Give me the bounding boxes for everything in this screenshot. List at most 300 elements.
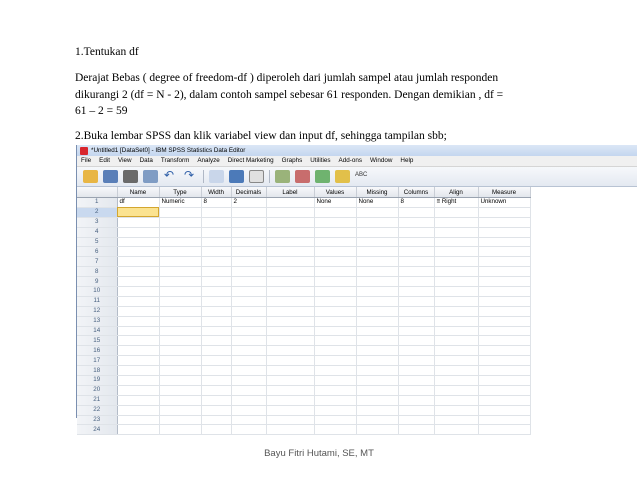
grid-cell[interactable]: [266, 198, 314, 208]
column-header-missing[interactable]: Missing: [356, 187, 398, 198]
grid-cell[interactable]: [231, 346, 266, 356]
grid-cell[interactable]: [398, 267, 434, 277]
grid-cell[interactable]: [478, 356, 530, 366]
save-icon[interactable]: [103, 170, 118, 183]
grid-cell[interactable]: [201, 415, 231, 425]
grid-cell[interactable]: [117, 277, 159, 287]
grid-cell[interactable]: [356, 415, 398, 425]
grid-cell[interactable]: [159, 366, 201, 376]
grid-cell[interactable]: [201, 385, 231, 395]
grid-cell[interactable]: [356, 376, 398, 386]
grid-cell[interactable]: [266, 425, 314, 435]
grid-cell[interactable]: [231, 227, 266, 237]
menu-transform[interactable]: Transform: [160, 157, 190, 164]
grid-cell[interactable]: [434, 296, 478, 306]
grid-cell[interactable]: [117, 366, 159, 376]
grid-cell[interactable]: [434, 346, 478, 356]
column-header-label[interactable]: Label: [266, 187, 314, 198]
grid-cell[interactable]: [398, 385, 434, 395]
grid-cell[interactable]: [356, 395, 398, 405]
grid-cell[interactable]: [117, 356, 159, 366]
row-number[interactable]: 13: [77, 316, 117, 326]
grid-cell[interactable]: [201, 207, 231, 217]
grid-cell[interactable]: [159, 257, 201, 267]
row-number[interactable]: 6: [77, 247, 117, 257]
grid-cell[interactable]: [356, 336, 398, 346]
grid-cell[interactable]: [117, 336, 159, 346]
grid-cell[interactable]: [201, 296, 231, 306]
row-number[interactable]: 21: [77, 395, 117, 405]
menu-graphs[interactable]: Graphs: [281, 157, 303, 164]
grid-cell[interactable]: [231, 395, 266, 405]
grid-cell[interactable]: [314, 267, 356, 277]
row-number[interactable]: 14: [77, 326, 117, 336]
row-number[interactable]: 8: [77, 267, 117, 277]
grid-cell[interactable]: [201, 326, 231, 336]
dialog-recall-icon[interactable]: [143, 170, 158, 183]
grid-cell[interactable]: [201, 287, 231, 297]
grid-cell[interactable]: [231, 207, 266, 217]
grid-cell[interactable]: [478, 385, 530, 395]
grid-cell[interactable]: 2: [231, 198, 266, 208]
menu-add-ons[interactable]: Add-ons: [338, 157, 363, 164]
grid-cell[interactable]: [266, 336, 314, 346]
grid-cell[interactable]: [398, 395, 434, 405]
grid-cell[interactable]: [231, 316, 266, 326]
grid-cell[interactable]: [266, 356, 314, 366]
grid-cell[interactable]: [434, 306, 478, 316]
grid-cell[interactable]: ≡ Right: [434, 198, 478, 208]
grid-cell[interactable]: [159, 296, 201, 306]
grid-cell[interactable]: None: [314, 198, 356, 208]
column-header-align[interactable]: Align: [434, 187, 478, 198]
grid-cell[interactable]: [356, 346, 398, 356]
grid-cell[interactable]: [201, 227, 231, 237]
grid-cell[interactable]: [398, 217, 434, 227]
grid-cell[interactable]: [159, 227, 201, 237]
grid-cell[interactable]: [231, 287, 266, 297]
grid-cell[interactable]: [478, 247, 530, 257]
grid-cell[interactable]: [201, 267, 231, 277]
grid-cell[interactable]: 8: [398, 198, 434, 208]
row-number[interactable]: 10: [77, 287, 117, 297]
grid-cell[interactable]: [159, 287, 201, 297]
row-number[interactable]: 22: [77, 405, 117, 415]
grid-cell[interactable]: [266, 237, 314, 247]
grid-cell[interactable]: [314, 395, 356, 405]
grid-cell[interactable]: [159, 277, 201, 287]
grid-cell[interactable]: [398, 366, 434, 376]
column-header-decimals[interactable]: Decimals: [231, 187, 266, 198]
grid-cell[interactable]: [356, 237, 398, 247]
open-folder-icon[interactable]: [83, 170, 98, 183]
grid-cell[interactable]: [356, 217, 398, 227]
grid-cell[interactable]: [231, 356, 266, 366]
grid-cell[interactable]: [356, 227, 398, 237]
spell-check-icon[interactable]: [355, 170, 370, 183]
row-number[interactable]: 11: [77, 296, 117, 306]
grid-cell[interactable]: [398, 247, 434, 257]
grid-cell[interactable]: [231, 385, 266, 395]
row-number[interactable]: 1: [77, 198, 117, 208]
grid-cell[interactable]: [159, 247, 201, 257]
grid-cell[interactable]: [231, 326, 266, 336]
grid-cell[interactable]: [478, 257, 530, 267]
grid-cell[interactable]: [266, 207, 314, 217]
grid-cell[interactable]: [159, 346, 201, 356]
grid-cell[interactable]: [201, 376, 231, 386]
grid-cell[interactable]: [314, 346, 356, 356]
grid-cell[interactable]: [314, 316, 356, 326]
grid-cell[interactable]: [478, 326, 530, 336]
grid-cell[interactable]: [159, 356, 201, 366]
grid-cell[interactable]: [356, 356, 398, 366]
row-number[interactable]: 4: [77, 227, 117, 237]
grid-cell[interactable]: [434, 257, 478, 267]
grid-cell[interactable]: [266, 385, 314, 395]
grid-cell[interactable]: [159, 237, 201, 247]
grid-cell[interactable]: [201, 247, 231, 257]
menu-view[interactable]: View: [118, 157, 132, 164]
grid-cell[interactable]: [314, 207, 356, 217]
grid-cell[interactable]: [117, 217, 159, 227]
menu-utilities[interactable]: Utilities: [310, 157, 331, 164]
grid-cell[interactable]: [478, 376, 530, 386]
grid-cell[interactable]: [201, 217, 231, 227]
grid-cell[interactable]: [201, 257, 231, 267]
grid-cell[interactable]: [159, 326, 201, 336]
grid-cell[interactable]: [117, 237, 159, 247]
column-header-name[interactable]: Name: [117, 187, 159, 198]
grid-cell[interactable]: [434, 277, 478, 287]
menu-edit[interactable]: Edit: [99, 157, 111, 164]
grid-cell[interactable]: [159, 336, 201, 346]
grid-cell[interactable]: df: [117, 198, 159, 208]
grid-cell[interactable]: [266, 247, 314, 257]
grid-cell[interactable]: [266, 296, 314, 306]
grid-cell[interactable]: [398, 336, 434, 346]
grid-cell[interactable]: [434, 217, 478, 227]
row-number[interactable]: 15: [77, 336, 117, 346]
grid-cell[interactable]: [314, 237, 356, 247]
grid-cell[interactable]: [201, 356, 231, 366]
grid-cell[interactable]: [314, 405, 356, 415]
menu-analyze[interactable]: Analyze: [197, 157, 220, 164]
grid-cell[interactable]: [356, 405, 398, 415]
grid-cell[interactable]: [356, 316, 398, 326]
grid-cell[interactable]: [356, 277, 398, 287]
grid-cell[interactable]: [434, 336, 478, 346]
grid-cell[interactable]: [434, 425, 478, 435]
menu-data[interactable]: Data: [139, 157, 153, 164]
variables-icon[interactable]: [229, 170, 244, 183]
grid-cell[interactable]: Numeric: [159, 198, 201, 208]
grid-cell[interactable]: [398, 287, 434, 297]
grid-cell[interactable]: [201, 346, 231, 356]
grid-cell[interactable]: [398, 207, 434, 217]
grid-cell[interactable]: [398, 257, 434, 267]
grid-cell[interactable]: [117, 395, 159, 405]
grid-cell[interactable]: [478, 287, 530, 297]
column-header-values[interactable]: Values: [314, 187, 356, 198]
grid-cell[interactable]: [478, 237, 530, 247]
grid-cell[interactable]: [398, 306, 434, 316]
grid-cell[interactable]: [231, 366, 266, 376]
grid-cell[interactable]: [434, 366, 478, 376]
print-icon[interactable]: [123, 170, 138, 183]
grid-cell[interactable]: [478, 306, 530, 316]
row-number[interactable]: 17: [77, 356, 117, 366]
grid-cell[interactable]: [478, 346, 530, 356]
grid-cell[interactable]: [159, 316, 201, 326]
undo-icon[interactable]: [163, 170, 178, 183]
grid-cell[interactable]: [434, 207, 478, 217]
grid-cell[interactable]: [434, 415, 478, 425]
grid-cell[interactable]: [314, 415, 356, 425]
grid-cell[interactable]: [356, 326, 398, 336]
row-number[interactable]: 20: [77, 385, 117, 395]
grid-cell[interactable]: [266, 326, 314, 336]
column-header-width[interactable]: Width: [201, 187, 231, 198]
grid-cell[interactable]: [314, 217, 356, 227]
grid-cell[interactable]: [117, 326, 159, 336]
select-cases-icon[interactable]: [315, 170, 330, 183]
grid-cell[interactable]: [314, 326, 356, 336]
row-number[interactable]: 7: [77, 257, 117, 267]
grid-cell[interactable]: [434, 356, 478, 366]
grid-cell[interactable]: [201, 306, 231, 316]
grid-cell[interactable]: [159, 405, 201, 415]
grid-cell[interactable]: [117, 316, 159, 326]
grid-cell[interactable]: [314, 366, 356, 376]
grid-cell[interactable]: [434, 227, 478, 237]
grid-cell[interactable]: [398, 316, 434, 326]
grid-cell[interactable]: [231, 247, 266, 257]
grid-cell[interactable]: [159, 306, 201, 316]
grid-cell[interactable]: [201, 366, 231, 376]
grid-cell[interactable]: [478, 336, 530, 346]
row-number[interactable]: 18: [77, 366, 117, 376]
grid-cell[interactable]: [434, 237, 478, 247]
grid-cell[interactable]: [314, 287, 356, 297]
grid-cell[interactable]: [434, 395, 478, 405]
grid-cell[interactable]: [117, 287, 159, 297]
menu-file[interactable]: File: [81, 157, 92, 164]
row-number[interactable]: 19: [77, 376, 117, 386]
grid-cell[interactable]: [266, 366, 314, 376]
grid-cell[interactable]: [398, 326, 434, 336]
grid-cell[interactable]: [314, 356, 356, 366]
row-number[interactable]: 24: [77, 425, 117, 435]
grid-cell[interactable]: [231, 217, 266, 227]
grid-cell[interactable]: [117, 385, 159, 395]
grid-cell[interactable]: [231, 237, 266, 247]
grid-cell[interactable]: [434, 405, 478, 415]
grid-cell[interactable]: [159, 217, 201, 227]
menu-window[interactable]: Window: [370, 157, 393, 164]
grid-cell[interactable]: [231, 267, 266, 277]
row-number[interactable]: 3: [77, 217, 117, 227]
grid-cell[interactable]: [159, 395, 201, 405]
grid-cell[interactable]: [266, 395, 314, 405]
grid-cell[interactable]: [356, 207, 398, 217]
grid-cell[interactable]: [266, 257, 314, 267]
grid-cell[interactable]: [159, 415, 201, 425]
column-header-measure[interactable]: Measure: [478, 187, 530, 198]
grid-cell[interactable]: [201, 316, 231, 326]
grid-cell[interactable]: [117, 296, 159, 306]
grid-cell[interactable]: [434, 316, 478, 326]
grid-cell[interactable]: [117, 376, 159, 386]
grid-cell[interactable]: [434, 385, 478, 395]
split-file-icon[interactable]: [275, 170, 290, 183]
menu-direct-marketing[interactable]: Direct Marketing: [227, 157, 274, 164]
grid-cell[interactable]: [117, 405, 159, 415]
grid-cell[interactable]: [266, 306, 314, 316]
menu-help[interactable]: Help: [400, 157, 414, 164]
grid-cell[interactable]: [478, 395, 530, 405]
grid-cell[interactable]: [356, 267, 398, 277]
column-header-columns[interactable]: Columns: [398, 187, 434, 198]
grid-cell[interactable]: [231, 336, 266, 346]
row-number[interactable]: 2: [77, 207, 117, 217]
grid-cell[interactable]: [231, 376, 266, 386]
value-labels-icon[interactable]: [335, 170, 350, 183]
find-icon[interactable]: [249, 170, 264, 183]
grid-cell[interactable]: [478, 207, 530, 217]
grid-cell[interactable]: [478, 415, 530, 425]
grid-cell[interactable]: [266, 316, 314, 326]
grid-cell[interactable]: [398, 376, 434, 386]
grid-cell[interactable]: [314, 257, 356, 267]
grid-cell[interactable]: [231, 425, 266, 435]
grid-cell[interactable]: [314, 425, 356, 435]
grid-cell[interactable]: [434, 287, 478, 297]
grid-cell[interactable]: [356, 257, 398, 267]
grid-cell[interactable]: [117, 415, 159, 425]
grid-cell[interactable]: [266, 227, 314, 237]
grid-cell[interactable]: [159, 385, 201, 395]
grid-cell[interactable]: [159, 267, 201, 277]
grid-cell[interactable]: [434, 376, 478, 386]
grid-cell[interactable]: [159, 207, 201, 217]
grid-cell[interactable]: [398, 356, 434, 366]
grid-cell[interactable]: [117, 247, 159, 257]
row-number[interactable]: 5: [77, 237, 117, 247]
grid-cell[interactable]: [434, 247, 478, 257]
grid-cell[interactable]: [201, 277, 231, 287]
grid-cell[interactable]: [356, 296, 398, 306]
grid-cell[interactable]: [266, 405, 314, 415]
grid-cell[interactable]: [231, 277, 266, 287]
grid-cell[interactable]: [478, 296, 530, 306]
grid-cell[interactable]: [356, 306, 398, 316]
grid-cell[interactable]: [398, 237, 434, 247]
grid-cell[interactable]: [314, 385, 356, 395]
grid-cell[interactable]: [201, 237, 231, 247]
grid-cell[interactable]: [314, 247, 356, 257]
grid-cell[interactable]: [478, 277, 530, 287]
grid-cell[interactable]: [314, 306, 356, 316]
row-number[interactable]: 16: [77, 346, 117, 356]
grid-cell[interactable]: [117, 306, 159, 316]
grid-cell[interactable]: [314, 227, 356, 237]
grid-cell[interactable]: [398, 277, 434, 287]
grid-cell[interactable]: [314, 336, 356, 346]
grid-cell[interactable]: [314, 296, 356, 306]
grid-cell[interactable]: [117, 346, 159, 356]
grid-cell[interactable]: [478, 366, 530, 376]
grid-cell[interactable]: [266, 277, 314, 287]
grid-cell[interactable]: [201, 395, 231, 405]
grid-cell[interactable]: [398, 415, 434, 425]
grid-cell[interactable]: [266, 415, 314, 425]
grid-cell[interactable]: [117, 267, 159, 277]
grid-cell[interactable]: [398, 296, 434, 306]
grid-cell[interactable]: [478, 227, 530, 237]
weight-cases-icon[interactable]: [295, 170, 310, 183]
grid-cell[interactable]: [398, 346, 434, 356]
grid-cell[interactable]: Unknown: [478, 198, 530, 208]
grid-cell[interactable]: [266, 217, 314, 227]
grid-cell[interactable]: [117, 227, 159, 237]
grid-cell[interactable]: [478, 316, 530, 326]
grid-cell[interactable]: [266, 287, 314, 297]
grid-cell[interactable]: [201, 336, 231, 346]
row-number[interactable]: 9: [77, 277, 117, 287]
grid-cell[interactable]: [231, 415, 266, 425]
grid-cell[interactable]: [231, 296, 266, 306]
grid-cell[interactable]: [356, 425, 398, 435]
grid-cell[interactable]: [201, 405, 231, 415]
grid-cell[interactable]: [356, 287, 398, 297]
grid-cell[interactable]: [434, 267, 478, 277]
grid-cell[interactable]: [478, 405, 530, 415]
grid-cell[interactable]: 8: [201, 198, 231, 208]
grid-cell[interactable]: [231, 306, 266, 316]
grid-cell[interactable]: None: [356, 198, 398, 208]
grid-cell[interactable]: [159, 376, 201, 386]
redo-icon[interactable]: [183, 170, 198, 183]
goto-case-icon[interactable]: [209, 170, 224, 183]
grid-cell[interactable]: [231, 257, 266, 267]
grid-cell[interactable]: [478, 425, 530, 435]
grid-cell[interactable]: [434, 326, 478, 336]
grid-cell[interactable]: [478, 267, 530, 277]
grid-cell[interactable]: [356, 385, 398, 395]
grid-cell[interactable]: [117, 425, 159, 435]
grid-cell[interactable]: [159, 425, 201, 435]
grid-cell[interactable]: [266, 346, 314, 356]
grid-cell[interactable]: [266, 376, 314, 386]
grid-cell[interactable]: [117, 257, 159, 267]
grid-cell[interactable]: [314, 277, 356, 287]
grid-cell[interactable]: [398, 227, 434, 237]
row-number[interactable]: 12: [77, 306, 117, 316]
active-cell[interactable]: [117, 207, 159, 217]
grid-cell[interactable]: [356, 366, 398, 376]
grid-cell[interactable]: [398, 405, 434, 415]
grid-cell[interactable]: [266, 267, 314, 277]
grid-cell[interactable]: [478, 217, 530, 227]
grid-cell[interactable]: [314, 376, 356, 386]
column-header-type[interactable]: Type: [159, 187, 201, 198]
grid-cell[interactable]: [201, 425, 231, 435]
grid-cell[interactable]: [231, 405, 266, 415]
grid-cell[interactable]: [356, 247, 398, 257]
row-number[interactable]: 23: [77, 415, 117, 425]
grid-cell[interactable]: [398, 425, 434, 435]
